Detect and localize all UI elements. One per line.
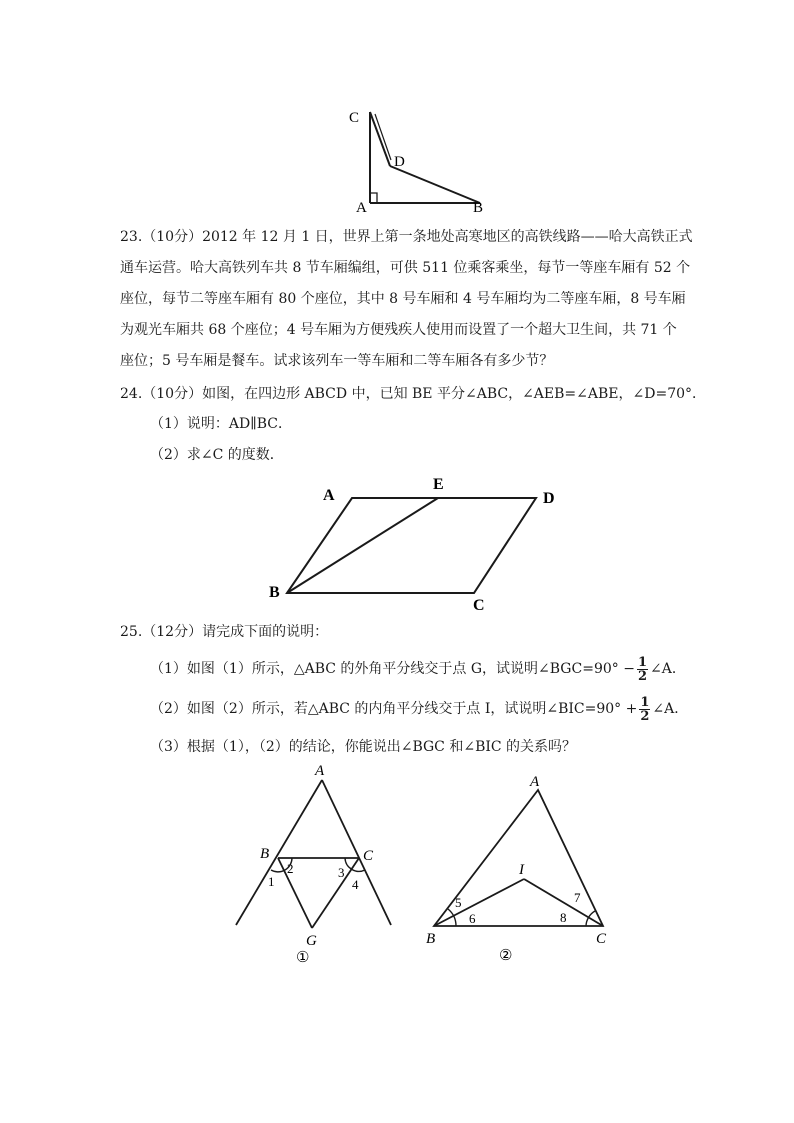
q25-stem: 25.（12分）请完成下面的说明： xyxy=(120,624,329,640)
q25-part-1 xyxy=(150,654,686,684)
right-angle-mark xyxy=(370,193,377,203)
q25-part-1-text: （1）如图（1）所示，△ABC 的外角平分线交于点 G，试说明∠BGC=90° − xyxy=(150,661,635,677)
q25-part-2-text: （2）如图（2）所示，若△ABC 的内角平分线交于点 I，试说明∠BIC=90° + xyxy=(150,701,638,717)
label-a: A xyxy=(530,774,540,790)
q25-part-3: （3）根据（1），（2）的结论，你能说出∠BGC 和∠BIC 的关系吗？ xyxy=(150,739,577,755)
segment-cd-inner xyxy=(375,114,391,160)
label-g: G xyxy=(306,933,317,949)
side-ac-extended xyxy=(322,780,391,925)
label-c: C xyxy=(596,931,607,947)
q24-part-2: （2）求∠C 的度数． xyxy=(150,447,284,463)
fraction-numerator: 1 xyxy=(637,654,647,670)
angle-label-8: 8 xyxy=(560,910,567,925)
q24-stem: 24.（10分）如图，在四边形 ABCD 中，已知 BE 平分∠ABC，∠AEB=∠ABE，∠D=70°． xyxy=(120,386,707,402)
q25-part-2-tail: ∠A． xyxy=(652,701,689,717)
label-c: C xyxy=(363,848,374,864)
figure-interior-bisectors xyxy=(420,770,620,965)
angle-label-3: 3 xyxy=(338,865,345,880)
q24-part-1: （1）说明：AD∥BC． xyxy=(150,416,292,432)
side-ab-extended xyxy=(236,780,322,925)
q23-line-5: 座位；5 号车厢是餐车。试求该列车一等车厢和二等车厢各有多少节？ xyxy=(120,353,554,369)
q25-part-1-tail: ∠A． xyxy=(649,661,686,677)
segment-cg xyxy=(312,858,359,928)
figure-triangle-abcd xyxy=(340,100,500,215)
figure-exterior-bisectors xyxy=(228,762,403,967)
q23-line-4: 为观光车厢共 68 个座位；4 号车厢为方便残疾人使用而设置了一个超大卫生间，共 71 个 xyxy=(120,322,677,338)
segment-cd xyxy=(370,112,390,166)
label-b: B xyxy=(426,931,436,947)
fraction-numerator: 1 xyxy=(640,694,650,710)
label-a: A xyxy=(356,200,367,215)
label-a: A xyxy=(315,763,325,779)
label-i: I xyxy=(519,862,524,878)
angle-label-7: 7 xyxy=(574,890,581,905)
label-d: D xyxy=(394,154,405,170)
q25-part-2 xyxy=(150,694,688,724)
figure-caption-2: ② xyxy=(499,948,513,964)
angle-label-6: 6 xyxy=(469,911,476,926)
angle-label-1: 1 xyxy=(268,874,275,889)
segment-be xyxy=(287,498,438,593)
angle-label-4: 4 xyxy=(352,877,359,892)
label-a: A xyxy=(323,487,335,504)
q23-line-1: 23.（10分）2012 年 12 月 1 日，世界上第一条地处高寒地区的高铁线路——哈大高铁正式 xyxy=(120,229,693,245)
label-d: D xyxy=(543,490,555,507)
segment-bg xyxy=(278,858,312,928)
angle-label-5: 5 xyxy=(455,895,462,910)
label-b: B xyxy=(269,584,280,601)
label-c: C xyxy=(349,110,360,126)
angle-label-2: 2 xyxy=(287,861,294,876)
fraction-one-half xyxy=(637,656,648,683)
label-e: E xyxy=(433,476,444,493)
q23-line-2: 通车运营。哈大高铁列车共 8 节车厢编组，可供 511 位乘客乘坐，每节一等座车厢有 52 个 xyxy=(120,260,691,276)
segment-bi xyxy=(434,879,524,926)
figure-quadrilateral-abcd xyxy=(260,470,570,615)
fraction-one-half xyxy=(639,696,650,723)
fraction-denominator: 2 xyxy=(640,708,650,724)
fraction-denominator: 2 xyxy=(637,668,647,684)
label-c: C xyxy=(473,597,485,614)
label-b: B xyxy=(473,200,484,215)
quadrilateral-abcd xyxy=(287,498,536,593)
label-b: B xyxy=(260,846,270,862)
figure-caption-1: ① xyxy=(296,950,310,966)
segment-db xyxy=(390,166,480,203)
q23-line-3: 座位，每节二等座车厢有 80 个座位，其中 8 号车厢和 4 号车厢均为二等座车厢，8 号车厢 xyxy=(120,291,686,307)
